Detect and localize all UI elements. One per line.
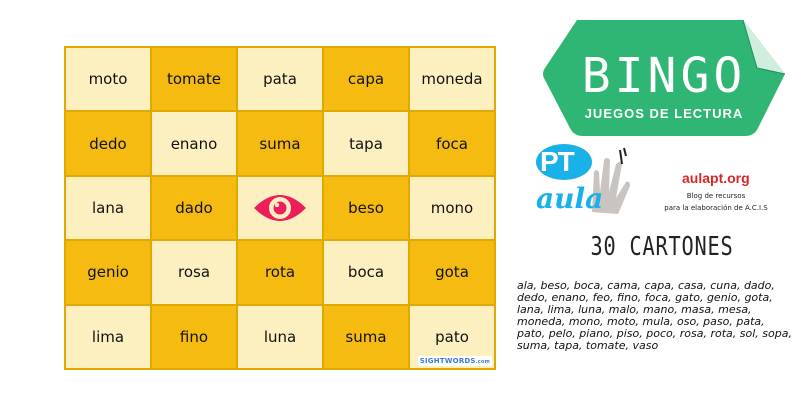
bingo-cell: suma	[324, 306, 408, 368]
bingo-cell: pata	[238, 48, 322, 110]
bingo-cell: lima	[66, 306, 150, 368]
bingo-cell: foca	[410, 112, 494, 174]
bingo-cell: rota	[238, 241, 322, 303]
bingo-cell: suma	[238, 112, 322, 174]
site-name: aulapt.org	[682, 170, 750, 186]
bingo-cell: gota	[410, 241, 494, 303]
free-space-cell	[238, 177, 322, 239]
word-list: ala, beso, boca, cama, capa, casa, cuna, dado, dedo, enano, feo, fino, foca, gato, genio, gota, lana, lima, luna, malo, mano, masa, mesa, moneda, mono, moto, mula, oso, paso, pata, pato, pelo, piano, piso, poco, rosa, rota, sol, sopa, suma, tapa, tomate, vaso	[517, 279, 792, 352]
bingo-cell: luna	[238, 306, 322, 368]
banner-title: BINGO	[581, 48, 747, 104]
bingo-cell: boca	[324, 241, 408, 303]
cartones-count: 30 CARTONES	[590, 232, 734, 262]
bingo-cell: dado	[152, 177, 236, 239]
eye-icon	[252, 188, 308, 228]
bingo-cell: dedo	[66, 112, 150, 174]
tagline-line1: Blog de recursos	[686, 192, 746, 200]
bingo-cell: tapa	[324, 112, 408, 174]
pt-text: PT	[540, 146, 574, 177]
bingo-cell: lana	[66, 177, 150, 239]
bingo-cell: genio	[66, 241, 150, 303]
bingo-cell-label: pato	[435, 327, 469, 346]
sightwords-brand: SIGHTWORDS.com	[419, 357, 490, 365]
aula-logo-mark	[534, 142, 634, 222]
bingo-cell: beso	[324, 177, 408, 239]
bingo-cell: fino	[152, 306, 236, 368]
tagline-line2: para la elaboración de A.C.I.S	[664, 204, 768, 212]
banner-subtitle: JUEGOS DE LECTURA	[584, 106, 744, 121]
bingo-cell: capa	[324, 48, 408, 110]
bingo-cell: tomate	[152, 48, 236, 110]
bingo-cell: enano	[152, 112, 236, 174]
bingo-cell: rosa	[152, 241, 236, 303]
bingo-card	[64, 46, 496, 370]
bingo-cell: moneda	[410, 48, 494, 110]
bingo-cell	[410, 306, 494, 368]
aulapt-logo	[534, 142, 790, 222]
bingo-banner	[543, 18, 785, 136]
aula-text: aula	[536, 182, 604, 215]
bingo-cell: mono	[410, 177, 494, 239]
bingo-cell: moto	[66, 48, 150, 110]
